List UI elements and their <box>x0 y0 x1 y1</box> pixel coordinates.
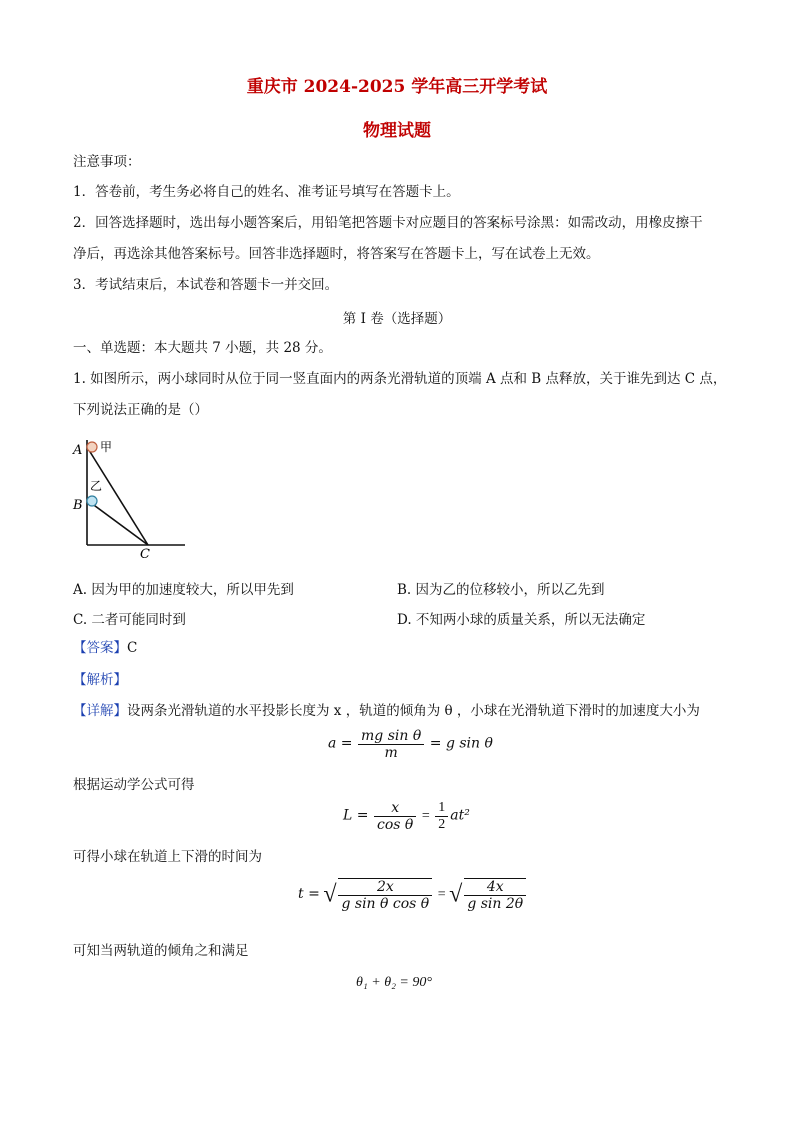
track-diagram <box>70 432 195 562</box>
option-c: C. 二者可能同时到 <box>73 612 186 628</box>
label-yi: 乙 <box>90 479 103 493</box>
equation-time: t = √ $\frac{2x}{\text{g sin θ cos θ}}$ = √ $\frac{4x}{\text{g sin 2θ}}$ <box>298 878 528 912</box>
section-title: 第 I 卷（选择题） <box>342 311 452 327</box>
option-a: A. 因为甲的加速度较大，所以甲先到 <box>73 582 294 598</box>
answer-line <box>73 639 137 657</box>
equation-length: L = $\frac{x}{\text{cos θ}}$ = $\frac{1}{2}$ at² <box>343 800 470 833</box>
text-kinematics: 根据运动学公式可得 <box>73 777 195 793</box>
text-time: 可得小球在轨道上下滑的时间为 <box>73 849 262 865</box>
equation-acceleration: a = $\frac{\text{mg sin θ}}{m}$ = g sin θ <box>328 728 493 761</box>
text-angle-condition: 可知当两轨道的倾角之和满足 <box>73 943 249 959</box>
detail-text: 设两条光滑轨道的水平投影长度为 x ，轨道的倾角为 θ ，小球在光滑轨道下滑时的加速度大小为 <box>127 703 700 719</box>
option-d: D. 不知两小球的质量关系，所以无法确定 <box>397 612 646 628</box>
ball-yi <box>87 496 97 506</box>
note-item-2-cont: 净后，再选涂其他答案标号。回答非选择题时，将答案写在答题卡上，写在试卷上无效。 <box>73 246 600 262</box>
question-1-stem-cont: 下列说法正确的是（） <box>73 402 208 418</box>
exam-subtitle: 物理试题 <box>363 121 431 141</box>
question-1-stem: 1. 如图所示，两小球同时从位于同一竖直面内的两条光滑轨道的顶端 A 点和 B 点释放，关于谁先到达 C 点， <box>73 371 727 387</box>
answer-value: C <box>127 640 138 656</box>
detail-label: 【详解】 <box>73 703 127 719</box>
detail-line <box>73 702 700 720</box>
track-b-to-c <box>87 500 148 545</box>
exam-title: 重庆市 2024-2025 学年高三开学考试 <box>246 77 548 97</box>
label-b: B <box>73 498 83 513</box>
option-b: B. 因为乙的位移较小，所以乙先到 <box>397 582 605 598</box>
note-item-3: 3．考试结束后，本试卷和答题卡一并交回。 <box>73 277 339 293</box>
track-a-to-c <box>87 447 148 545</box>
note-item-1: 1．答卷前，考生务必将自己的姓名、准考证号填写在答题卡上。 <box>73 184 460 200</box>
analysis-label: 【解析】 <box>73 672 127 688</box>
ball-jia <box>87 442 97 452</box>
equation-angle-sum: θ₁ + θ₂ = 90° <box>356 975 432 990</box>
answer-label: 【答案】 <box>73 640 127 656</box>
section-heading: 一、单选题：本大题共 7 小题，共 28 分。 <box>73 340 332 356</box>
notes-heading: 注意事项： <box>73 154 141 170</box>
label-jia: 甲 <box>100 440 113 454</box>
label-c: C <box>140 547 150 562</box>
note-item-2: 2．回答选择题时，选出每小题答案后，用铅笔把答题卡对应题目的答案标号涂黑：如需改动，用橡皮擦干 <box>73 215 703 231</box>
label-a: A <box>73 443 83 458</box>
